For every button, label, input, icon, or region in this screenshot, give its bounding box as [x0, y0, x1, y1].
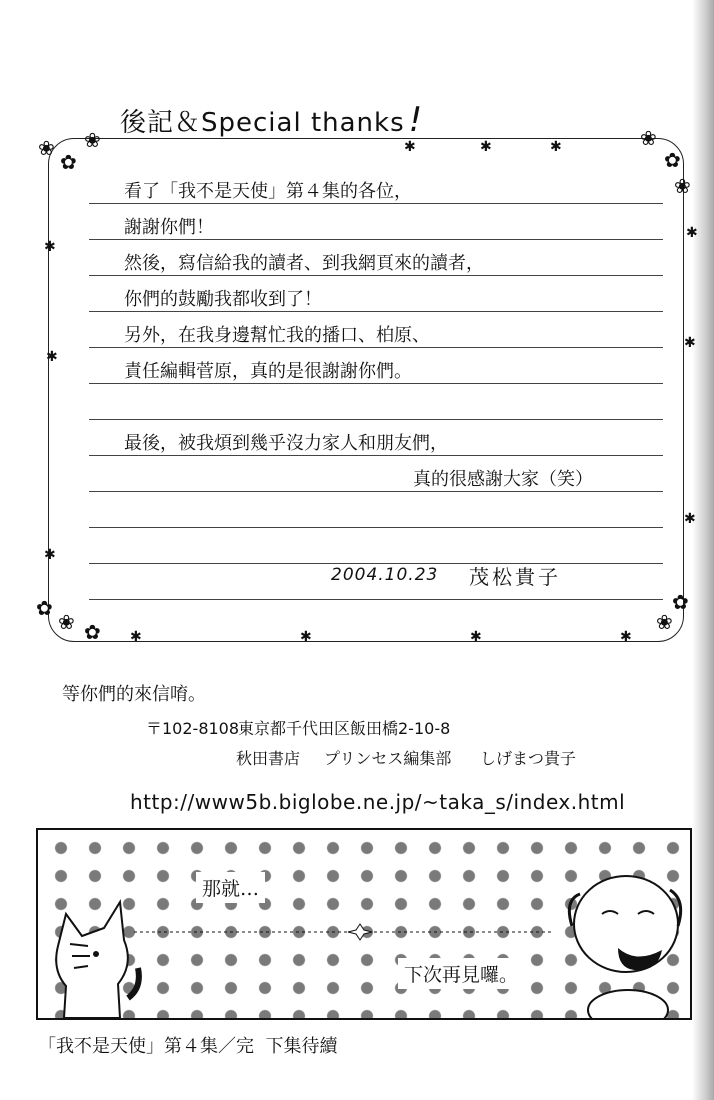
- heading-title: 後記＆Special thanks: [120, 108, 405, 138]
- ruled-line: [89, 311, 663, 312]
- sparkle-ornament-icon: ✱: [46, 349, 58, 365]
- ruled-line: [89, 203, 663, 204]
- sparkle-ornament-icon: ✱: [686, 225, 698, 241]
- publisher-department: プリンセス編集部: [324, 749, 452, 768]
- flower-ornament-icon: ✿: [36, 596, 53, 620]
- flower-ornament-icon: ❀: [84, 128, 101, 152]
- flower-ornament-icon: ✿: [672, 590, 689, 614]
- page-heading: [120, 100, 423, 140]
- comic-panel: [36, 828, 692, 1020]
- ruled-line: [89, 455, 663, 456]
- sparkle-ornament-icon: ✱: [684, 511, 696, 527]
- flower-ornament-icon: ✿: [664, 148, 681, 172]
- letter-frame: [48, 138, 684, 645]
- speech-bubble-left: 那就…: [196, 872, 265, 903]
- sparkle-ornament-icon: ✱: [620, 629, 632, 645]
- flower-ornament-icon: ❀: [58, 610, 75, 634]
- recipient-name: しげまつ貴子: [480, 749, 577, 768]
- ruled-line: [89, 275, 663, 276]
- letter-line: 另外，在我身邊幫忙我的播口、柏原、: [124, 325, 430, 346]
- postal-code: 〒102-8108: [146, 719, 240, 738]
- flower-ornament-icon: ✿: [60, 150, 77, 174]
- ruled-line: [89, 527, 663, 528]
- sparkle-ornament-icon: ✱: [684, 335, 696, 351]
- flower-ornament-icon: ❀: [38, 136, 55, 160]
- letter-line: 謝謝你們！: [124, 217, 214, 238]
- letter-line: 然後，寫信給我的讀者、到我網頁來的讀者，: [124, 253, 484, 274]
- closing-text: 等你們的來信唷。: [62, 684, 206, 705]
- letter-line: 責任編輯菅原，真的是很謝謝你們。: [124, 361, 412, 382]
- page-spine-shadow: [692, 0, 714, 1100]
- letter-line: 看了「我不是天使」第４集的各位，: [124, 181, 412, 202]
- sparkle-ornament-icon: ✱: [44, 547, 56, 563]
- flower-ornament-icon: ❀: [656, 610, 673, 634]
- flower-ornament-icon: ❀: [640, 126, 657, 150]
- dog-character-icon: [558, 860, 688, 1020]
- sparkle-ornament-icon: ✱: [44, 239, 56, 255]
- footer-volume: 第４集／完: [164, 1036, 254, 1057]
- flower-ornament-icon: ✿: [84, 620, 101, 644]
- sparkle-ornament-icon: ✱: [130, 629, 142, 645]
- speech-bubble-right: 下次再見囉。: [398, 958, 524, 989]
- heading-exclaim: !: [408, 100, 424, 140]
- ruled-line: [89, 347, 663, 348]
- sparkle-ornament-icon: ✱: [480, 139, 492, 155]
- letter-line: 最後，被我煩到幾乎沒力家人和朋友們，: [124, 433, 448, 454]
- ruled-line: [89, 239, 663, 240]
- letter-signature: 茂松貴子: [469, 565, 561, 589]
- sparkle-ornament-icon: ✱: [300, 629, 312, 645]
- sparkle-ornament-icon: ✱: [470, 629, 482, 645]
- letter-line: 你們的鼓勵我都收到了！: [124, 289, 322, 310]
- sparkle-ornament-icon: ✱: [404, 139, 416, 155]
- sparkle-ornament-icon: ✱: [550, 139, 562, 155]
- sparkle-line-icon: [134, 922, 554, 942]
- publisher-name: 秋田書店: [236, 749, 301, 768]
- footer-next: 下集待續: [265, 1036, 338, 1057]
- ruled-line: [89, 383, 663, 384]
- letter-line: 真的很感謝大家（笑）: [413, 469, 593, 490]
- ruled-line: [89, 599, 663, 600]
- ruled-line: [89, 491, 663, 492]
- cat-character-icon: [48, 894, 148, 1018]
- footer-line: [38, 1032, 337, 1058]
- ruled-line: [89, 419, 663, 420]
- website-link[interactable]: http://www5b.biglobe.ne.jp/~taka_s/index.html: [130, 790, 626, 814]
- flower-ornament-icon: ❀: [674, 174, 691, 198]
- ruled-line: [89, 563, 663, 564]
- letter-date: 2004.10.23: [331, 565, 439, 585]
- address-location: 東京都千代田区飯田橋2-10-8: [238, 719, 451, 738]
- footer-series-title: 「我不是天使」: [38, 1036, 164, 1057]
